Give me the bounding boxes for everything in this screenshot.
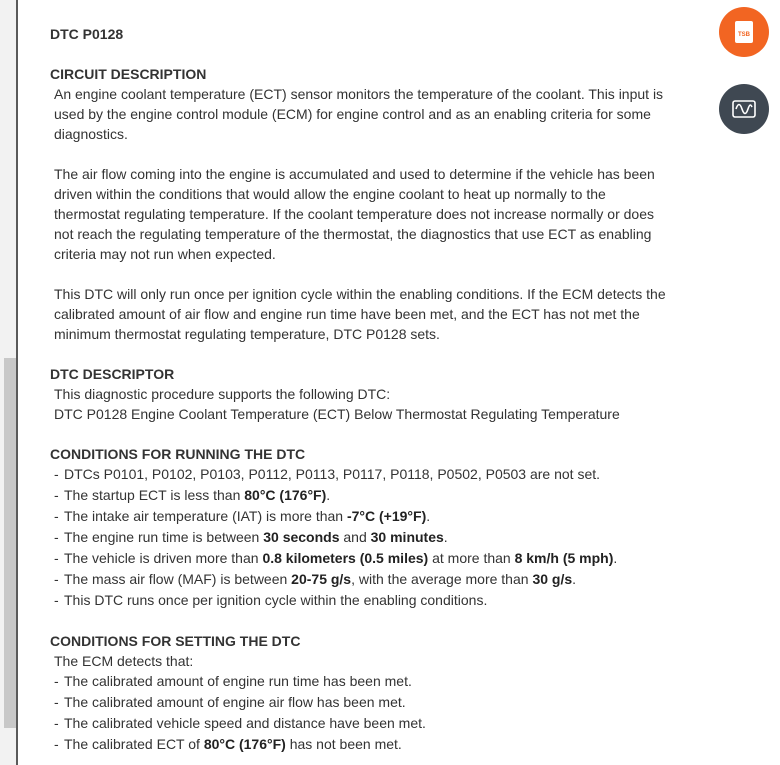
circuit-paragraph-2 [50,164,690,264]
bullet-dash: - [54,592,59,608]
bullet-dash: - [54,508,59,524]
list-item: - The calibrated vehicle speed and distance have been met. [50,713,690,734]
list-item: - DTCs P0101, P0102, P0103, P0112, P0113, P0117, P0118, P0502, P0503 are not set. [50,464,690,485]
list-item: - The mass air flow (MAF) is between 20-75 g/s, with the average more than 30 g/s. [50,569,690,590]
document-body [50,24,690,755]
text-line: criteria may not run when expected. [54,246,276,262]
running-conditions-heading: CONDITIONS FOR RUNNING THE DTC [50,446,306,462]
bullet-dash: - [54,694,59,710]
setting-conditions-list [50,671,690,755]
list-item: - The calibrated amount of engine air flow has been met. [50,692,690,713]
running-conditions-list [50,464,690,611]
descriptor-line-2: DTC P0128 Engine Coolant Temperature (ECT) Below Thermostat Regulating Temperature [54,406,620,422]
bullet-dash: - [54,529,59,545]
scrollbar-thumb[interactable] [4,358,16,728]
text-line: The air flow coming into the engine is accumulated and used to determine if the vehicle has been [54,166,655,182]
tsb-button[interactable] [719,7,769,57]
descriptor-line-1: This diagnostic procedure supports the following DTC: [54,386,391,402]
bullet-dash: - [54,736,59,752]
text-line: An engine coolant temperature (ECT) sensor monitors the temperature of the coolant. This input is [54,86,664,102]
text-line: diagnostics. [54,126,128,142]
waveform-icon [732,100,756,118]
list-item: - The intake air temperature (IAT) is more than -7°C (+19°F). [50,506,690,527]
dtc-descriptor-heading: DTC DESCRIPTOR [50,366,175,382]
list-item: - The vehicle is driven more than 0.8 kilometers (0.5 miles) at more than 8 km/h (5 mph). [50,548,690,569]
circuit-paragraph-1 [50,84,690,144]
list-item: - The calibrated ECT of 80°C (176°F) has not been met. [50,734,690,755]
left-scroll-rail [0,0,18,765]
text-line: thermostat regulating temperature. If the coolant temperature does not increase normally or does [54,206,654,222]
list-item: - The startup ECT is less than 80°C (176°F). [50,485,690,506]
text-line: This DTC will only run once per ignition cycle within the enabling conditions. If the ECM detects the [54,286,666,302]
tsb-label: TSB [738,32,750,38]
bullet-dash: - [54,487,59,503]
list-item: - This DTC runs once per ignition cycle within the enabling conditions. [50,590,690,611]
circuit-description-heading: CIRCUIT DESCRIPTION [50,66,207,82]
list-item: - The calibrated amount of engine run time has been met. [50,671,690,692]
text-line: not reach the regulating temperature of the thermostat, the diagnostics that use ECT as enabling [54,226,652,242]
bullet-dash: - [54,550,59,566]
bullet-dash: - [54,466,59,482]
circuit-paragraph-3 [50,284,690,344]
tsb-document-icon [735,21,753,43]
list-item: - The engine run time is between 30 seconds and 30 minutes. [50,527,690,548]
bullet-dash: - [54,673,59,689]
setting-conditions-heading: CONDITIONS FOR SETTING THE DTC [50,633,301,649]
text-line: driven within the conditions that would allow the engine coolant to heat up normally to the [54,186,606,202]
bullet-dash: - [54,571,59,587]
waveform-button[interactable] [719,84,769,134]
text-line: calibrated amount of air flow and engine run time have been met, and the ECT has not met the [54,306,640,322]
text-line: minimum thermostat regulating temperature, DTC P0128 sets. [54,326,440,342]
bullet-dash: - [54,715,59,731]
text-line: used by the engine control module (ECM) for engine control and as an enabling criteria for some [54,106,651,122]
page-title: DTC P0128 [50,26,124,42]
setting-intro: The ECM detects that: [54,653,194,669]
